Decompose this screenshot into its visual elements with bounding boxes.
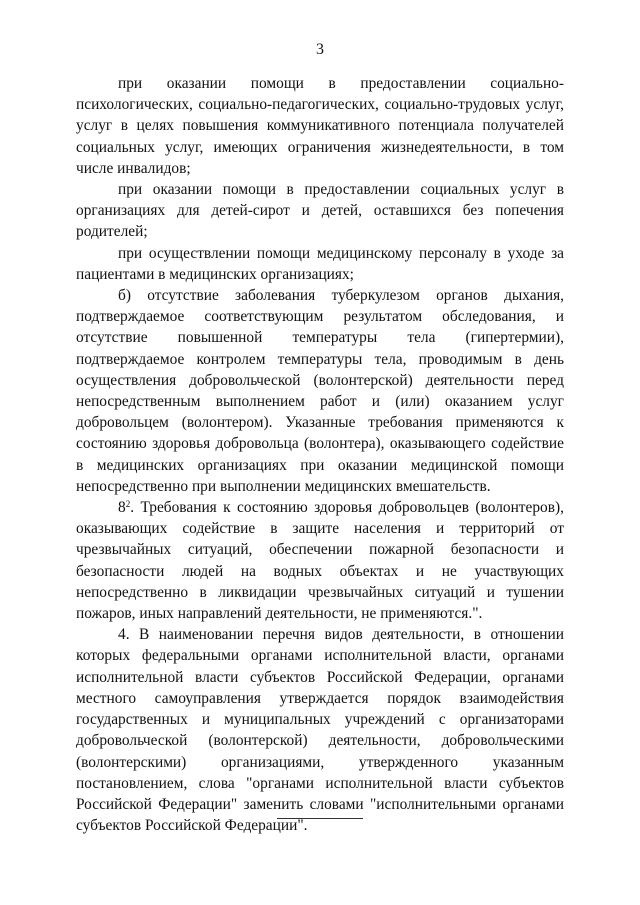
paragraph-clause-8-2: [76, 497, 564, 624]
page-number: 3: [316, 41, 324, 58]
paragraph-orphan-organizations: при оказании помощи в предоставлении социальных услуг в организациях для детей-сирот и детей, оставшихся без попечения родителей;: [76, 181, 564, 241]
paragraph-social-services: при оказании помощи в предоставлении социально-психологических, социально-педагогических, социально-трудовых услуг, услуг в целях повышения коммуникативного потенциала получателей социальных услуг, имеющих ограничения жизнедеятельности, в том числе инвалидов;: [76, 75, 564, 177]
end-divider: [277, 818, 363, 819]
paragraph-clause-4: 4. В наименовании перечня видов деятельности, в отношении которых федеральными органами исполнительной власти, органами исполнительной власти субъектов Российской Федерации, органами местного самоуправления утверждается порядок взаимодействия государственных и муниципальных учреждений с организаторами добровольческой (волонтерской) деятельности, добровольческими (волонтерскими) организациями, утвержденного указанным постановлением, слова "органами исполнительной власти субъектов Российской Федерации" заменить словами "исполнительными органами субъектов Российской Федерации".: [76, 626, 564, 835]
document-body: [76, 73, 564, 836]
clause-8-2-superscript: 2: [125, 499, 131, 510]
clause-8-2-text: . Требования к состоянию здоровья добровольцев (волонтеров), оказывающих содействие в защите населения и территорий от чрезвычайных ситуаций, обеспечении пожарной безопасности и безопасности людей на водных объектах и не участвующих непосредственно в ликвидации чрезвычайных ситуаций и тушении пожаров, иных направлений деятельности, не применяются.".: [76, 499, 564, 623]
paragraph-medical-staff-help: при осуществлении помощи медицинскому персоналу в уходе за пациентами в медицинских организациях;: [76, 244, 564, 283]
clause-8-2-number: 8: [118, 499, 126, 517]
paragraph-tuberculosis-requirement: б) отсутствие заболевания туберкулезом органов дыхания, подтверждаемое соответствующим результатом обследования, и отсутствие повышенной температуры тела (гипертермии), подтверждаемое контролем температуры тела, проводимым в день осуществления добровольческой (волонтерской) деятельности перед непосредственным выполнением работ и (или) оказанием услуг добровольцем (волонтером). Указанные требования применяются к состоянию здоровья добровольца (волонтера), оказывающего содействие в медицинских организациях при оказании медицинской помощи непосредственно при выполнении медицинских вмешательств.: [76, 287, 564, 495]
